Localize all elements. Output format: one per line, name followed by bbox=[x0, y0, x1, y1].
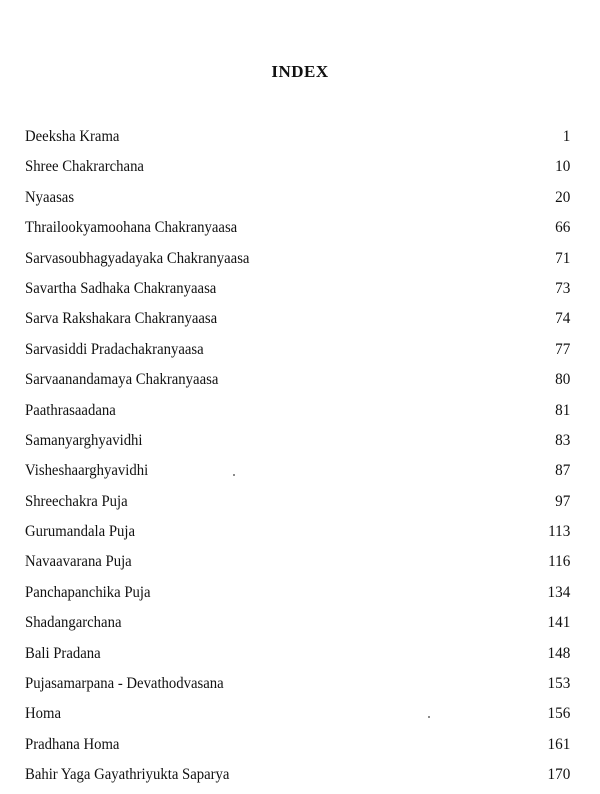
index-entry bbox=[25, 213, 571, 243]
index-entry bbox=[25, 183, 571, 213]
index-entry bbox=[25, 335, 571, 365]
entry-page-number: 156 bbox=[547, 705, 571, 723]
entry-title: Samanyarghyavidhi bbox=[25, 431, 143, 449]
entry-title: Nyaasas bbox=[25, 188, 75, 206]
index-entry bbox=[25, 547, 571, 577]
scan-speck bbox=[428, 716, 430, 718]
index-entry bbox=[25, 426, 571, 456]
index-entry bbox=[25, 365, 571, 395]
index-entry bbox=[25, 639, 571, 669]
index-entry bbox=[25, 396, 571, 426]
entry-title: Shree Chakrarchana bbox=[25, 158, 144, 176]
page-title: INDEX bbox=[271, 62, 329, 81]
entry-page-number: 81 bbox=[555, 401, 571, 419]
index-entry bbox=[25, 122, 571, 152]
index-entry bbox=[25, 244, 571, 274]
scan-speck bbox=[233, 474, 235, 476]
entry-title: Sarvasoubhagyadayaka Chakranyaasa bbox=[25, 249, 250, 267]
entry-title: Gurumandala Puja bbox=[25, 523, 136, 541]
entry-title: Visheshaarghyavidhi bbox=[25, 462, 149, 480]
index-entry bbox=[25, 699, 571, 729]
entry-page-number: 153 bbox=[547, 675, 571, 693]
entry-page-number: 80 bbox=[555, 371, 571, 389]
entry-title: Paathrasaadana bbox=[25, 401, 116, 419]
index-entry bbox=[25, 152, 571, 182]
index-entry bbox=[25, 760, 571, 790]
entry-page-number: 10 bbox=[555, 158, 571, 176]
entry-title: Savartha Sadhaka Chakranyaasa bbox=[25, 279, 217, 297]
entry-page-number: 66 bbox=[555, 219, 571, 237]
index-list bbox=[25, 122, 573, 791]
entry-title: Sarvasiddi Pradachakranyaasa bbox=[25, 340, 204, 358]
entry-page-number: 87 bbox=[555, 462, 571, 480]
index-entry bbox=[25, 669, 571, 699]
entry-title: Sarva Rakshakara Chakranyaasa bbox=[25, 310, 218, 328]
entry-title: Homa bbox=[25, 705, 61, 723]
entry-page-number: 170 bbox=[547, 766, 571, 784]
entry-page-number: 73 bbox=[555, 279, 571, 297]
entry-title: Navaavarana Puja bbox=[25, 553, 132, 571]
entry-title: Shreechakra Puja bbox=[25, 492, 128, 510]
entry-page-number: 74 bbox=[555, 310, 571, 328]
entry-page-number: 116 bbox=[548, 553, 571, 571]
index-entry bbox=[25, 274, 571, 304]
entry-page-number: 113 bbox=[548, 523, 571, 541]
index-entry bbox=[25, 304, 571, 334]
entry-page-number: 20 bbox=[555, 188, 571, 206]
entry-page-number: 83 bbox=[555, 431, 571, 449]
entry-page-number: 77 bbox=[555, 340, 571, 358]
entry-title: Bahir Yaga Gayathriyukta Saparya bbox=[25, 766, 230, 784]
entry-page-number: 148 bbox=[547, 644, 571, 662]
entry-title: Deeksha Krama bbox=[25, 128, 120, 145]
index-entry bbox=[25, 517, 571, 547]
entry-page-number: 134 bbox=[547, 583, 571, 601]
entry-title: Bali Pradana bbox=[25, 644, 101, 662]
entry-title: Pradhana Homa bbox=[25, 735, 120, 753]
entry-page-number: 1 bbox=[562, 128, 571, 145]
entry-title: Panchapanchika Puja bbox=[25, 583, 151, 601]
index-entry bbox=[25, 578, 571, 608]
entry-page-number: 161 bbox=[547, 735, 571, 753]
entry-page-number: 71 bbox=[555, 249, 571, 267]
index-entry bbox=[25, 456, 571, 486]
index-entry bbox=[25, 730, 571, 760]
index-entry bbox=[25, 608, 571, 638]
entry-page-number: 97 bbox=[555, 492, 571, 510]
entry-title: Pujasamarpana - Devathodvasana bbox=[25, 675, 224, 693]
entry-page-number: 141 bbox=[547, 614, 571, 632]
entry-title: Sarvaanandamaya Chakranyaasa bbox=[25, 371, 219, 389]
entry-title: Thrailookyamoohana Chakranyaasa bbox=[25, 219, 238, 237]
entry-title: Shadangarchana bbox=[25, 614, 122, 632]
index-entry bbox=[25, 487, 571, 517]
